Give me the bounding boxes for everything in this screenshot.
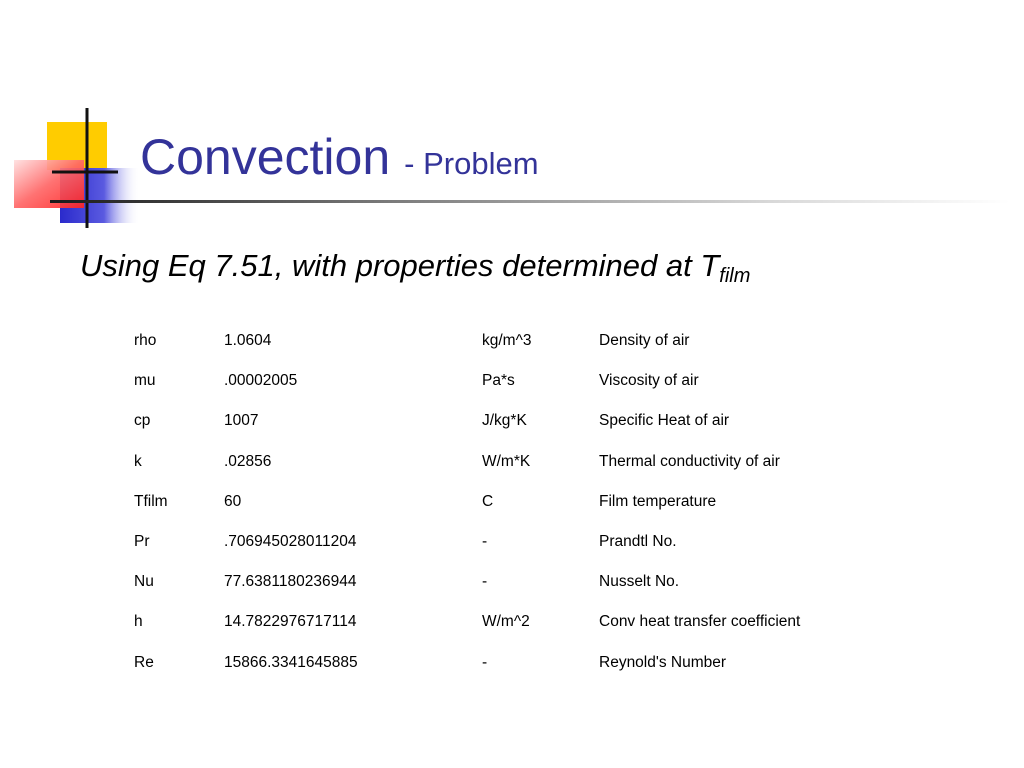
property-value: 14.7822976717114 — [224, 613, 357, 631]
property-unit: - — [482, 573, 488, 591]
property-name: mu — [134, 372, 156, 390]
table-row — [134, 562, 839, 602]
property-value: 77.6381180236944 — [224, 573, 357, 591]
property-description: Thermal conductivity of air — [599, 452, 780, 470]
property-description: Reynold's Number — [599, 653, 727, 671]
property-name: Pr — [134, 533, 150, 551]
subtitle-subscript: film — [719, 265, 751, 287]
decorative-squares-logo — [0, 0, 140, 240]
property-value: 15866.3341645885 — [224, 653, 358, 671]
property-description: Film temperature — [599, 492, 717, 510]
property-unit: J/kg*K — [482, 412, 527, 430]
decorative-squares-icon — [0, 0, 140, 240]
property-value: .02856 — [224, 452, 272, 470]
property-name: Re — [134, 653, 154, 671]
table-row — [134, 361, 839, 401]
property-name: h — [134, 613, 143, 631]
property-value: 1.0604 — [224, 332, 272, 350]
property-description: Nusselt No. — [599, 573, 680, 591]
property-value: .706945028011204 — [224, 533, 357, 551]
property-unit: W/m*K — [482, 452, 531, 470]
table-row — [134, 522, 839, 562]
table-row — [134, 442, 839, 482]
properties-table — [134, 321, 839, 683]
property-description: Viscosity of air — [599, 372, 699, 390]
property-unit: kg/m^3 — [482, 332, 532, 350]
table-row — [134, 643, 839, 683]
property-unit: - — [482, 533, 488, 551]
property-unit: - — [482, 653, 488, 671]
property-name: Tfilm — [134, 492, 168, 510]
property-description: Density of air — [599, 332, 690, 350]
property-value: 1007 — [224, 412, 259, 430]
page-title — [140, 128, 539, 186]
property-unit: Pa*s — [482, 372, 515, 390]
property-name: Nu — [134, 573, 154, 591]
table-row — [134, 321, 839, 361]
title-main: Convection — [140, 129, 391, 185]
table-row — [134, 482, 839, 522]
table-row — [134, 602, 839, 642]
property-description: Specific Heat of air — [599, 412, 730, 430]
property-description: Prandtl No. — [599, 533, 677, 551]
property-name: cp — [134, 412, 151, 430]
property-name: rho — [134, 332, 157, 350]
subtitle — [80, 248, 750, 288]
property-value: 60 — [224, 492, 242, 510]
property-value: .00002005 — [224, 372, 298, 390]
property-unit: C — [482, 492, 494, 510]
property-unit: W/m^2 — [482, 613, 530, 631]
table-row — [134, 401, 839, 441]
property-name: k — [134, 452, 142, 470]
title-divider — [50, 200, 1010, 203]
property-description: Conv heat transfer coefficient — [599, 613, 801, 631]
title-suffix: - Problem — [404, 146, 539, 181]
subtitle-text: Using Eq 7.51, with properties determined at T — [80, 248, 720, 283]
